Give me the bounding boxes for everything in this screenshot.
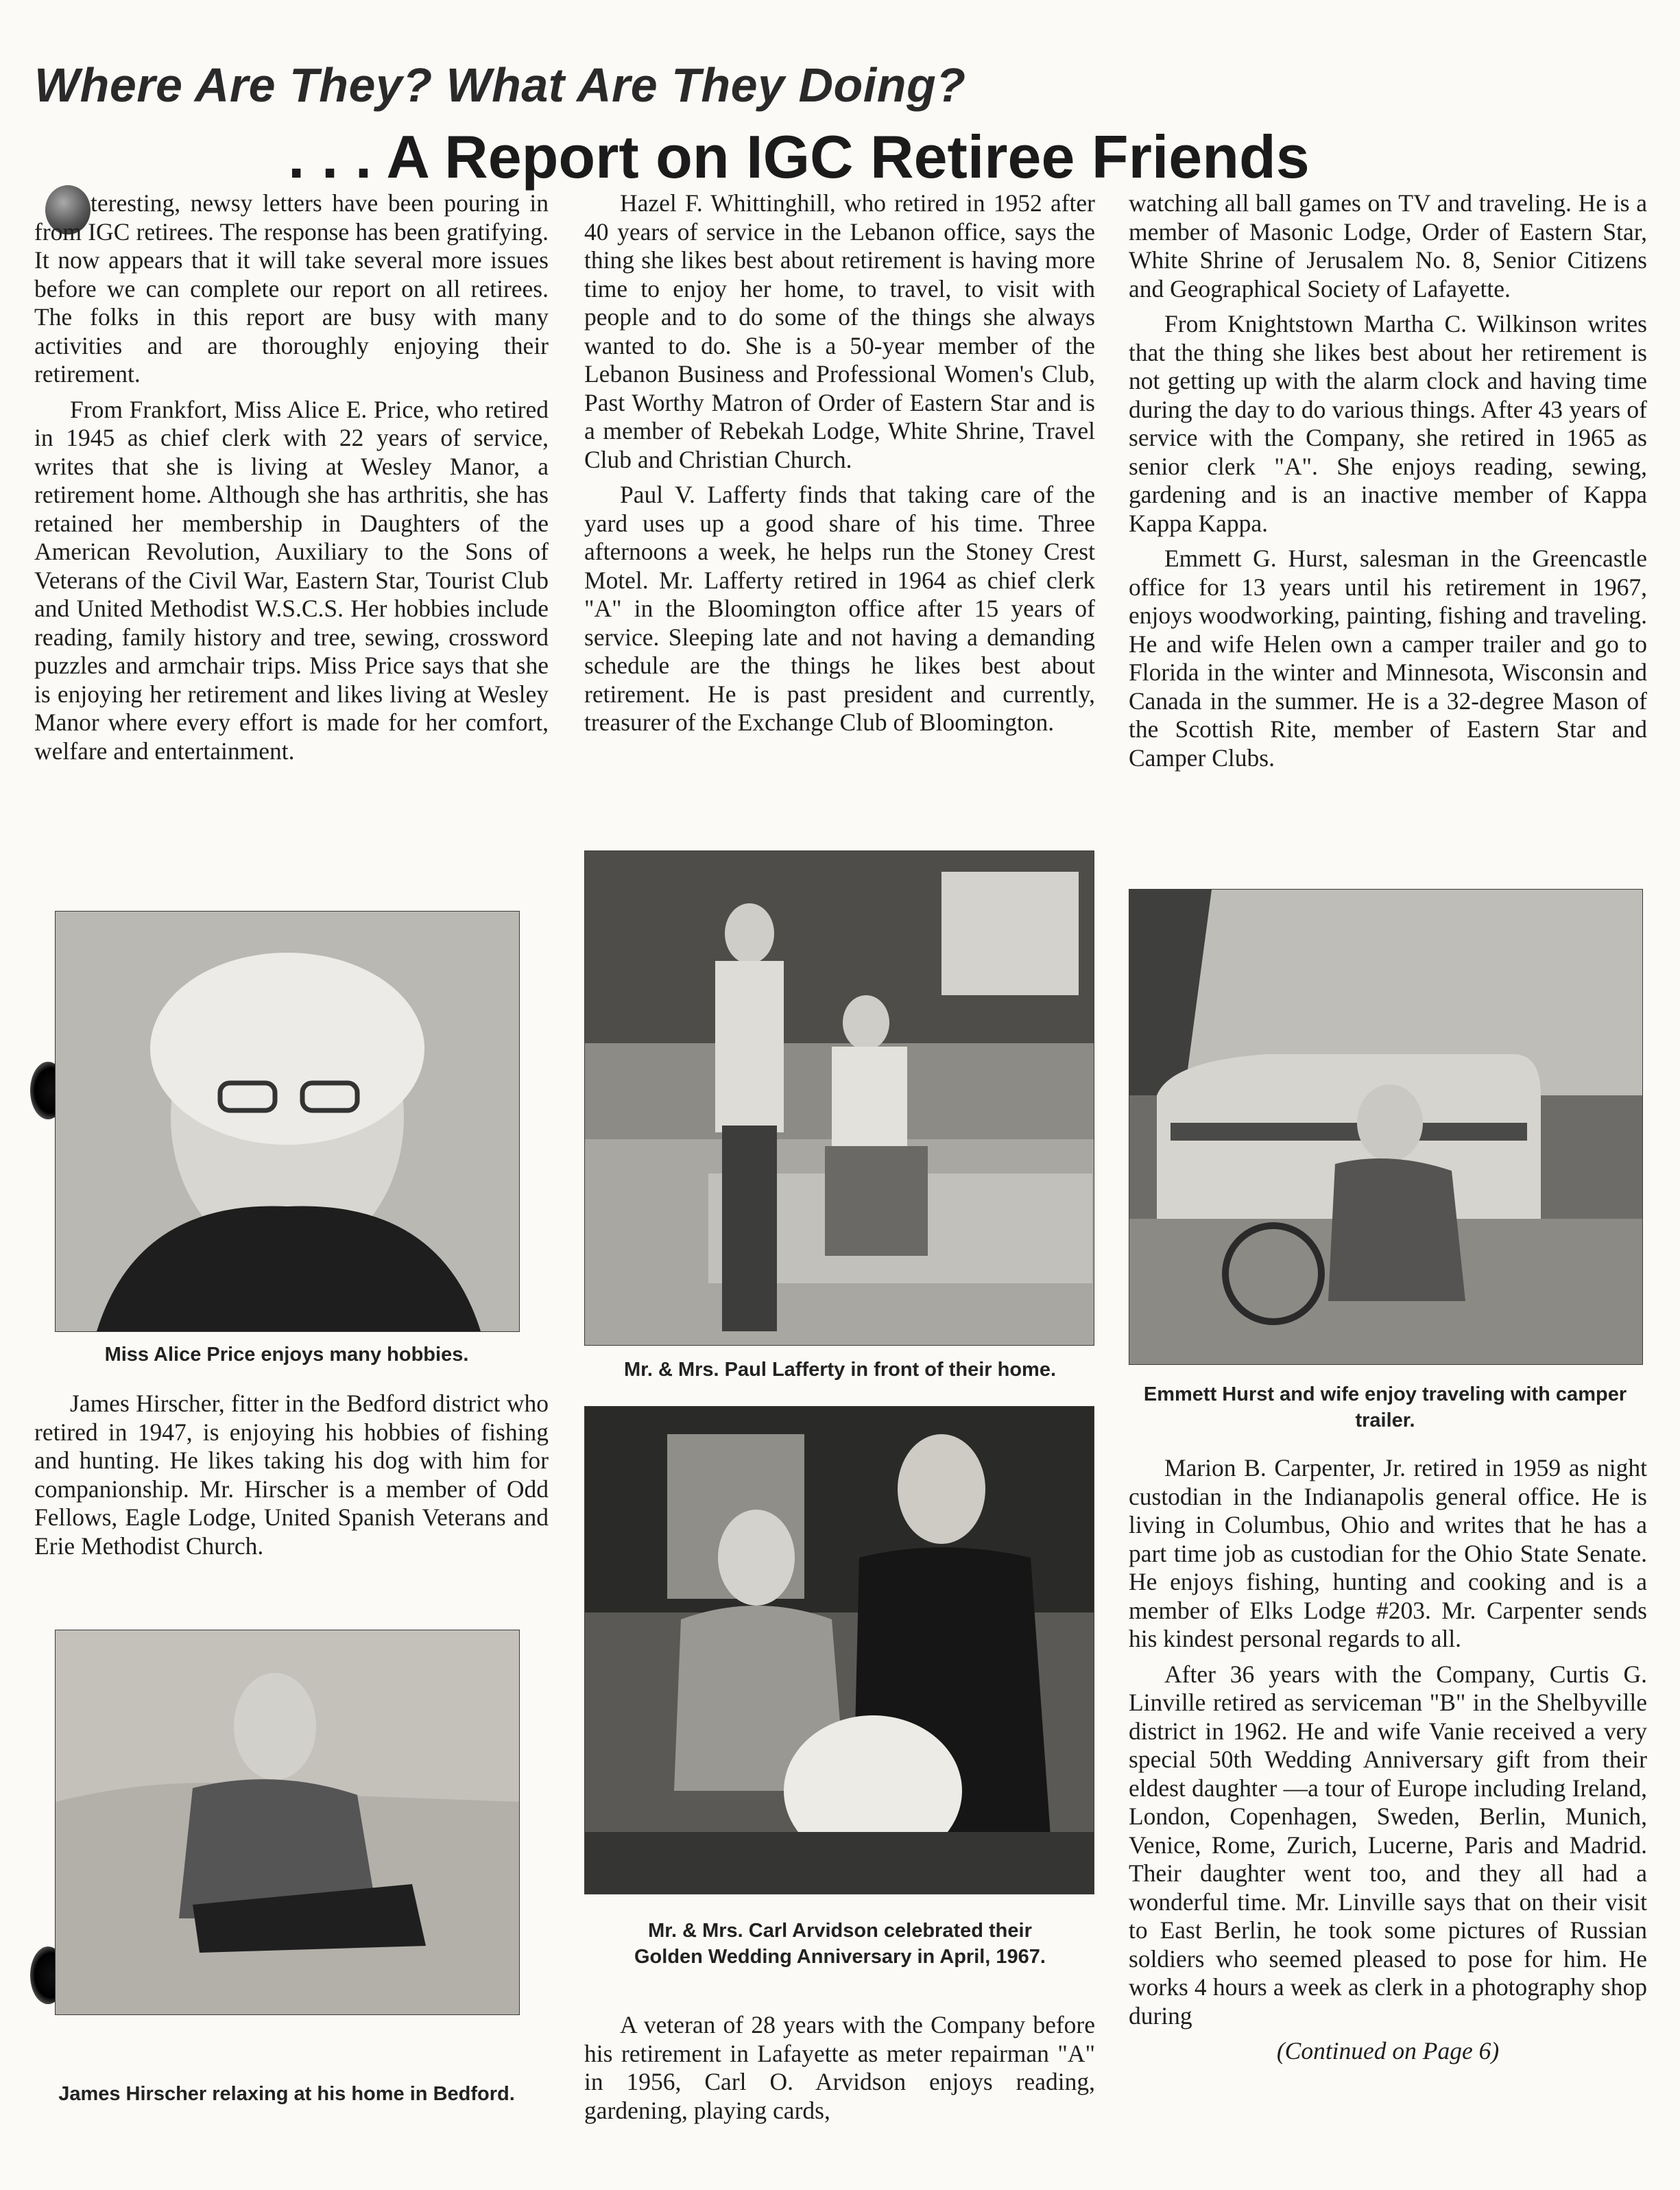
column-3-bottom: [1129, 1454, 1647, 2073]
whittinghill-paragraph: Hazel F. Whittinghill, who retired in 1952 after 40 years of service in the Lebanon office, says the thing she likes best about retirement is having more time to enjoy her home, to travel, to visit with people and to do some of the things she always wanted to do. She is a 50-year member of the Lebanon Business and Professional Women's Club, Past Worthy Matron of Order of Eastern Star and is a member of Rebekah Lodge, White Shrine, Travel Club and Christian Church.: [584, 189, 1095, 473]
caption-arvidson: Mr. & Mrs. Carl Arvidson celebrated their Golden Wedding Anniversary in April, 1967.: [634, 1920, 1046, 1968]
arvidson-continued-paragraph: watching all ball games on TV and traveling. He is a member of Masonic Lodge, Order of Eastern Star, White Shrine of Jerusalem No. 8, Senior Citizens and Geographical Society of Lafayette.: [1129, 189, 1647, 302]
intro-paragraph: teresting, newsy letters have been pouring in from IGC retirees. The response has been gratifying. It now appears that it will take several more issues before we can complete our report on all retirees. The folks in this report are busy with many activities and are thoroughly enjoying their retirement.: [34, 189, 549, 388]
column-3-top: [1129, 189, 1647, 779]
caption-hurst: Emmett Hurst and wife enjoy traveling with camper trailer.: [1143, 1383, 1627, 1431]
column-2-top: [584, 189, 1095, 744]
caption-lafferty: Mr. & Mrs. Paul Lafferty in front of their home.: [624, 1359, 1056, 1381]
column-2-bottom: [584, 2011, 1095, 2132]
caption-hirscher: James Hirscher relaxing at his home in Bedford.: [58, 2083, 515, 2105]
kicker-title: Where Are They? What Are They Doing?: [34, 58, 966, 112]
column-1-top: [34, 189, 549, 772]
caption-price: Miss Alice Price enjoys many hobbies.: [104, 1344, 469, 1366]
column-1-middle: [34, 1390, 549, 1567]
price-paragraph: From Frankfort, Miss Alice E. Price, who retired in 1945 as chief clerk with 22 years of service, writes that she is living at Wesley Manor, a retirement home. Although she has arthritis, she has retained her membership in Daughters of the American Revolution, Auxiliary to the Sons of Veterans of the Civil War, Eastern Star, Tourist Club and United Methodist W.S.C.S. Her hobbies include reading, family history and tree, sewing, crossword puzzles and armchair trips. Miss Price says that she is enjoying her retirement and likes living at Wesley Manor where every effort is made for her comfort, welfare and entertainment.: [34, 395, 549, 765]
continued-note: (Continued on Page 6): [1276, 2037, 1500, 2064]
photo-paul-lafferty: [584, 850, 1094, 1346]
hurst-paragraph: Emmett G. Hurst, salesman in the Greencastle office for 13 years until his retirement in 1967, enjoys woodworking, painting, fishing and traveling. He and wife Helen own a camper trailer and go to Florida in the winter and Minnesota, Wisconsin and Canada in the summer. He is a 32-degree Mason of the Scottish Rite, member of Eastern Star and Camper Clubs.: [1129, 545, 1647, 772]
linville-paragraph: After 36 years with the Company, Curtis G. Linville retired as serviceman "B" in the Shelbyville district in 1962. He and wife Vanie received a very special 50th Wedding Anniversary gift from their eldest daughter —a tour of Europe including Ireland, London, Copenhagen, Sweden, Berlin, Munich, Venice, Rome, Zurich, Lucerne, Paris and Madrid. Their daughter went too, and they all had a wonderful time. Mr. Linville says that on their visit to East Berlin, he took some pictures of Russian soldiers who seemed pleased to pose for him. He works 4 hours a week as clerk in a photography shop during: [1129, 1660, 1647, 2030]
headline: . . . A Report on IGC Retiree Friends: [288, 123, 1310, 191]
wilkinson-paragraph: From Knightstown Martha C. Wilkinson writes that the thing she likes best about her retirement is not getting up with the alarm clock and having time during the day to do various things. After 43 years of service with the Company, she retired in 1965 as senior clerk "A". She enjoys reading, sewing, gardening and is an inactive member of Kappa Kappa Kappa.: [1129, 310, 1647, 537]
photo-carl-arvidson: [584, 1406, 1094, 1894]
carpenter-paragraph: Marion B. Carpenter, Jr. retired in 1959 as night custodian in the Indianapolis general office. He is living in Columbus, Ohio and writes that he has a part time job as custodian for the Ohio State Senate. He enjoys fishing, hunting and cooking and is a member of Elks Lodge #203. Mr. Carpenter sends his kindest personal regards to all.: [1129, 1454, 1647, 1652]
lafferty-paragraph: Paul V. Lafferty finds that taking care of the yard uses up a good share of his time. Three afternoons a week, he helps run the Stoney Crest Motel. Mr. Lafferty retired in 1964 as chief clerk "A" in the Bloomington office after 15 years of service. Sleeping late and not having a demanding schedule are the things he likes best about retirement. He is past president and currently, treasurer of the Exchange Club of Bloomington.: [584, 481, 1095, 736]
photo-emmett-hurst: [1129, 889, 1643, 1365]
arvidson-paragraph: A veteran of 28 years with the Company before his retirement in Lafayette as meter repairman "A" in 1956, Carl O. Arvidson enjoys reading, gardening, playing cards,: [584, 2011, 1095, 2124]
photo-james-hirscher: [55, 1630, 520, 2015]
hirscher-paragraph: James Hirscher, fitter in the Bedford district who retired in 1947, is enjoying his hobbies of fishing and hunting. He likes taking his dog with him for companionship. Mr. Hirscher is a member of Odd Fellows, Eagle Lodge, United Spanish Veterans and Erie Methodist Church.: [34, 1390, 549, 1560]
photo-alice-price: [55, 911, 520, 1332]
